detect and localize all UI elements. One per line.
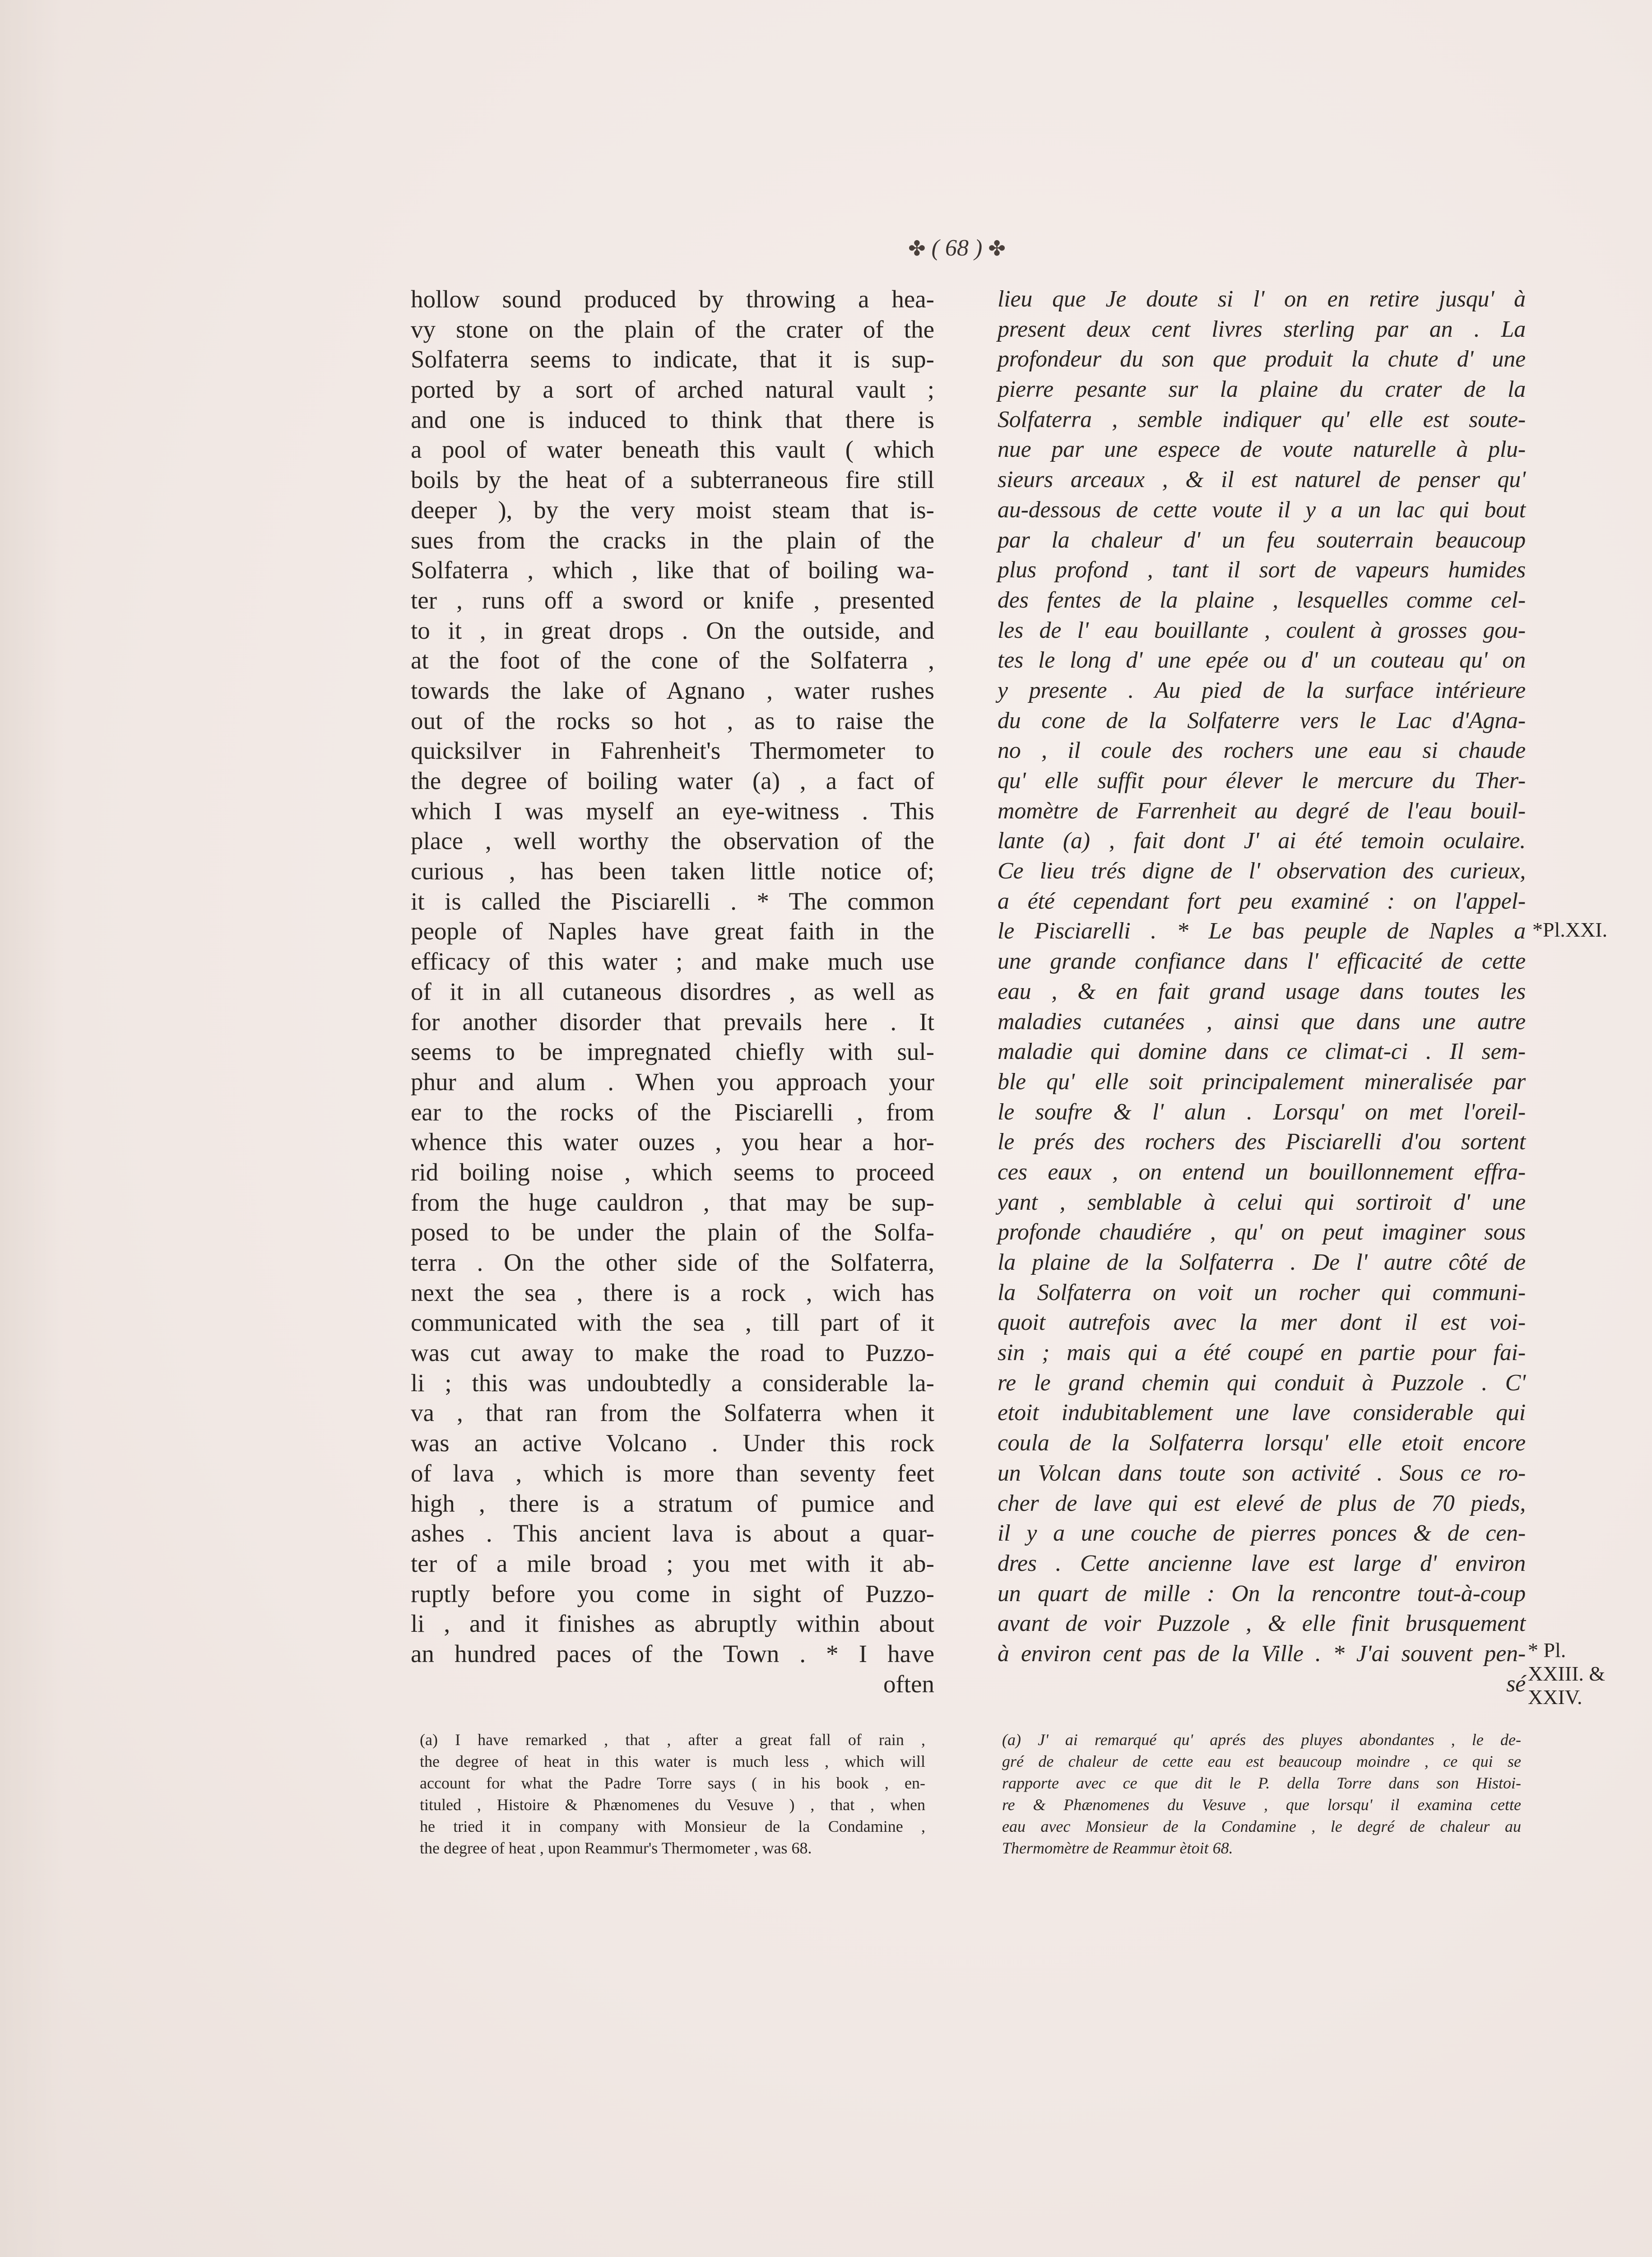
text-line: seems to be impregnated chiefly with sul- (411, 1038, 934, 1066)
text-line: qu' elle suffit pour élever le mercure du Ther- (998, 768, 1526, 794)
text-line: le soufre & l' alun . Lorsqu' on met l'oreil- (998, 1099, 1526, 1125)
ornament-left-icon: ✤ (908, 237, 926, 260)
text-line: which I was myself an eye-witness . This (411, 797, 934, 825)
footnote-line: he tried it in company with Monsieur de la Condamine , (420, 1817, 925, 1835)
text-line: it is called the Pisciarelli . * The common (411, 887, 934, 915)
french-footnote (1002, 1729, 1521, 1859)
text-line: une grande confiance dans l' efficacité de cette (998, 948, 1526, 975)
text-line: towards the lake of Agnano , water rushes (411, 676, 934, 704)
text-line: pierre pesante sur la plaine du crater de la (998, 376, 1526, 403)
text-line: tes le long d' une epée ou d' un couteau qu' on (998, 647, 1526, 673)
text-line: ear to the rocks of the Pisciarelli , from (411, 1098, 934, 1126)
text-line: un Volcan dans toute son activité . Sous ce ro- (998, 1460, 1526, 1486)
text-line: efficacy of this water ; and make much use (411, 947, 934, 975)
text-line: rid boiling noise , which seems to proceed (411, 1158, 934, 1186)
text-line: whence this water ouzes , you hear a hor- (411, 1128, 934, 1156)
footnote-line: Thermomètre de Reammur ètoit 68. (1002, 1839, 1233, 1857)
footnote-line: eau avec Monsieur de la Condamine , le degré de chaleur au (1002, 1817, 1521, 1835)
text-line: at the foot of the cone of the Solfaterra , (411, 646, 934, 674)
text-line: communicated with the sea , till part of it (411, 1309, 934, 1337)
footnote-line: the degree of heat in this water is much less , which will (420, 1752, 925, 1770)
text-line: va , that ran from the Solfaterra when it (411, 1399, 934, 1427)
text-line: ces eaux , on entend un bouillonnement effra- (998, 1159, 1526, 1185)
text-line: lante (a) , fait dont J' ai été temoin oculaire. (998, 828, 1526, 854)
text-line: du cone de la Solfaterre vers le Lac d'Agna- (998, 707, 1526, 734)
text-line: maladies cutanées , ainsi que dans une autre (998, 1008, 1526, 1035)
footnote-line: gré de chaleur de cette eau est beaucoup moindre , ce qui se (1002, 1752, 1521, 1770)
text-line: out of the rocks so hot , as to raise the (411, 706, 934, 734)
text-line: high , there is a stratum of pumice and (411, 1489, 934, 1517)
text-line: il y a une couche de pierres ponces & de cen- (998, 1520, 1526, 1546)
text-line: momètre de Farrenheit au degré de l'eau bouil- (998, 798, 1526, 824)
text-line: to it , in great drops . On the outside, and (411, 616, 934, 644)
text-line: avant de voir Puzzole , & elle finit brusquement (998, 1611, 1526, 1637)
text-line: cher de lave qui est elevé de plus de 70 pieds, (998, 1490, 1526, 1516)
margin-note-line: XXIV. (1528, 1686, 1582, 1709)
text-line: li , and it finishes as abruptly within about (411, 1610, 934, 1638)
text-line: for another disorder that prevails here . It (411, 1008, 934, 1036)
text-line: quicksilver in Fahrenheit's Thermometer to (411, 737, 934, 765)
text-line: Solfaterra , which , like that of boiling wa- (411, 556, 934, 584)
text-line: ter , runs off a sword or knife , presented (411, 586, 934, 614)
text-line: le prés des rochers des Pisciarelli d'ou sortent (998, 1129, 1526, 1155)
margin-note-line: XXIII. & (1528, 1662, 1606, 1685)
text-line: quoit autrefois avec la mer dont il est voi- (998, 1310, 1526, 1336)
text-line: ble qu' elle soit principalement mineralisée par (998, 1068, 1526, 1095)
text-line: ported by a sort of arched natural vault ; (411, 376, 934, 404)
text-line: from the huge cauldron , that may be sup- (411, 1188, 934, 1216)
text-line: re le grand chemin qui conduit à Puzzole . C' (998, 1370, 1526, 1396)
margin-note-line: * Pl. (1528, 1639, 1566, 1662)
text-line: profondeur du son que produit la chute d' une (998, 346, 1526, 372)
text-line: sé (1506, 1671, 1526, 1697)
footnote-line: rapporte avec ce que dit le P. della Torre dans son Histoi- (1002, 1774, 1521, 1792)
text-line: posed to be under the plain of the Solfa- (411, 1218, 934, 1246)
text-line: le Pisciarelli . * Le bas peuple de Naples a (998, 918, 1526, 944)
text-line: boils by the heat of a subterraneous fire still (411, 466, 934, 494)
text-line: terra . On the other side of the Solfaterra, (411, 1249, 934, 1276)
text-line: profonde chaudiére , qu' on peut imaginer sous (998, 1219, 1526, 1245)
text-line: curious , has been taken little notice of; (411, 857, 934, 885)
text-line: des fentes de la plaine , lesquelles comme cel- (998, 587, 1526, 613)
text-line: coula de la Solfaterra lorsqu' elle etoit encore (998, 1430, 1526, 1456)
text-line: vy stone on the plain of the crater of the (411, 315, 934, 343)
text-line: place , well worthy the observation of the (411, 827, 934, 855)
text-line: no , il coule des rochers une eau si chaude (998, 738, 1526, 764)
text-line: was cut away to make the road to Puzzo- (411, 1339, 934, 1367)
text-line: la Solfaterra on voit un rocher qui communi- (998, 1279, 1526, 1305)
text-line: à environ cent pas de la Ville . * J'ai souvent pen- (998, 1640, 1526, 1667)
text-line: an hundred paces of the Town . * I have (411, 1639, 934, 1667)
text-line: Ce lieu trés digne de l' observation des curieux, (998, 858, 1526, 884)
french-text-column (998, 284, 1526, 1699)
page-header (858, 235, 1056, 271)
text-line: ter of a mile broad ; you met with it ab- (411, 1549, 934, 1577)
text-line: etoit indubitablement une lave considerable qui (998, 1400, 1526, 1426)
text-line: people of Naples have great faith in the (411, 917, 934, 945)
ornament-right-icon: ✤ (988, 237, 1006, 260)
text-line: of it in all cutaneous disordres , as well as (411, 977, 934, 1005)
footnote-line: account for what the Padre Torre says ( in his book , en- (420, 1774, 925, 1792)
margin-note-plates-23-24 (1528, 1639, 1605, 1709)
text-line: deeper ), by the very moist steam that is- (411, 496, 934, 524)
text-line: plus profond , tant il sort de vapeurs humides (998, 557, 1526, 583)
text-line: sieurs arceaux , & il est naturel de penser qu' (998, 467, 1526, 493)
text-line: hollow sound produced by throwing a hea- (411, 285, 934, 313)
text-line: next the sea , there is a rock , wich has (411, 1278, 934, 1306)
text-line: par la chaleur d' un feu souterrain beaucoup (998, 527, 1526, 553)
text-line: was an active Volcano . Under this rock (411, 1429, 934, 1457)
text-line: sues from the cracks in the plain of the (411, 526, 934, 554)
text-line: ashes . This ancient lava is about a quar- (411, 1519, 934, 1547)
text-line: eau , & en fait grand usage dans toutes les (998, 978, 1526, 1004)
page-number: ( 68 ) (931, 235, 983, 261)
english-footnote (420, 1729, 925, 1859)
text-line: yant , semblable à celui qui sortiroit d' une (998, 1189, 1526, 1215)
text-line: a pool of water beneath this vault ( which (411, 436, 934, 464)
text-line: Solfaterra seems to indicate, that it is sup- (411, 345, 934, 373)
text-line: maladie qui domine dans ce climat-ci . Il sem- (998, 1039, 1526, 1065)
footnote-line: the degree of heat , upon Reammur's Thermometer , was 68. (420, 1839, 812, 1857)
text-line: a été cependant fort peu examiné : on l'appel- (998, 888, 1526, 914)
text-line: nue par une espece de voute naturelle à plu- (998, 437, 1526, 463)
footnote-line: tituled , Histoire & Phænomenes du Vesuve ) , that , when (420, 1796, 925, 1814)
text-line: li ; this was undoubtedly a considerable la- (411, 1369, 934, 1397)
text-line: un quart de mille : On la rencontre tout-à-coup (998, 1580, 1526, 1607)
footnote-line: (a) J' ai remarqué qu' aprés des pluyes abondantes , le de- (1002, 1731, 1521, 1749)
text-line: les de l' eau bouillante , coulent à grosses gou- (998, 617, 1526, 643)
margin-note-plate-21: *Pl.XXI. (1532, 918, 1608, 941)
text-line: phur and alum . When you approach your (411, 1068, 934, 1096)
text-line: au-dessous de cette voute il y a un lac qui bout (998, 497, 1526, 523)
text-line: and one is induced to think that there is (411, 405, 934, 433)
text-line: y presente . Au pied de la surface intérieure (998, 677, 1526, 703)
binding-shadow (0, 0, 63, 2257)
text-line: la plaine de la Solfaterra . De l' autre côté de (998, 1249, 1526, 1275)
footnote-line: (a) I have remarked , that , after a great fall of rain , (420, 1731, 925, 1749)
text-line: often (883, 1670, 934, 1698)
english-text-column (411, 284, 934, 1699)
text-line: of lava , which is more than seventy feet (411, 1459, 934, 1487)
text-line: sin ; mais qui a été coupé en partie pour fai- (998, 1340, 1526, 1366)
text-line: dres . Cette ancienne lave est large d' environ (998, 1550, 1526, 1576)
footnote-line: re & Phænomenes du Vesuve , que lorsqu' il examina cette (1002, 1796, 1521, 1814)
text-line: Solfaterra , semble indiquer qu' elle est soute- (998, 406, 1526, 432)
text-line: ruptly before you come in sight of Puzzo- (411, 1579, 934, 1607)
text-line: lieu que Je doute si l' on en retire jusqu' à (998, 286, 1526, 312)
text-line: present deux cent livres sterling par an . La (998, 316, 1526, 342)
text-line: the degree of boiling water (a) , a fact of (411, 767, 934, 794)
